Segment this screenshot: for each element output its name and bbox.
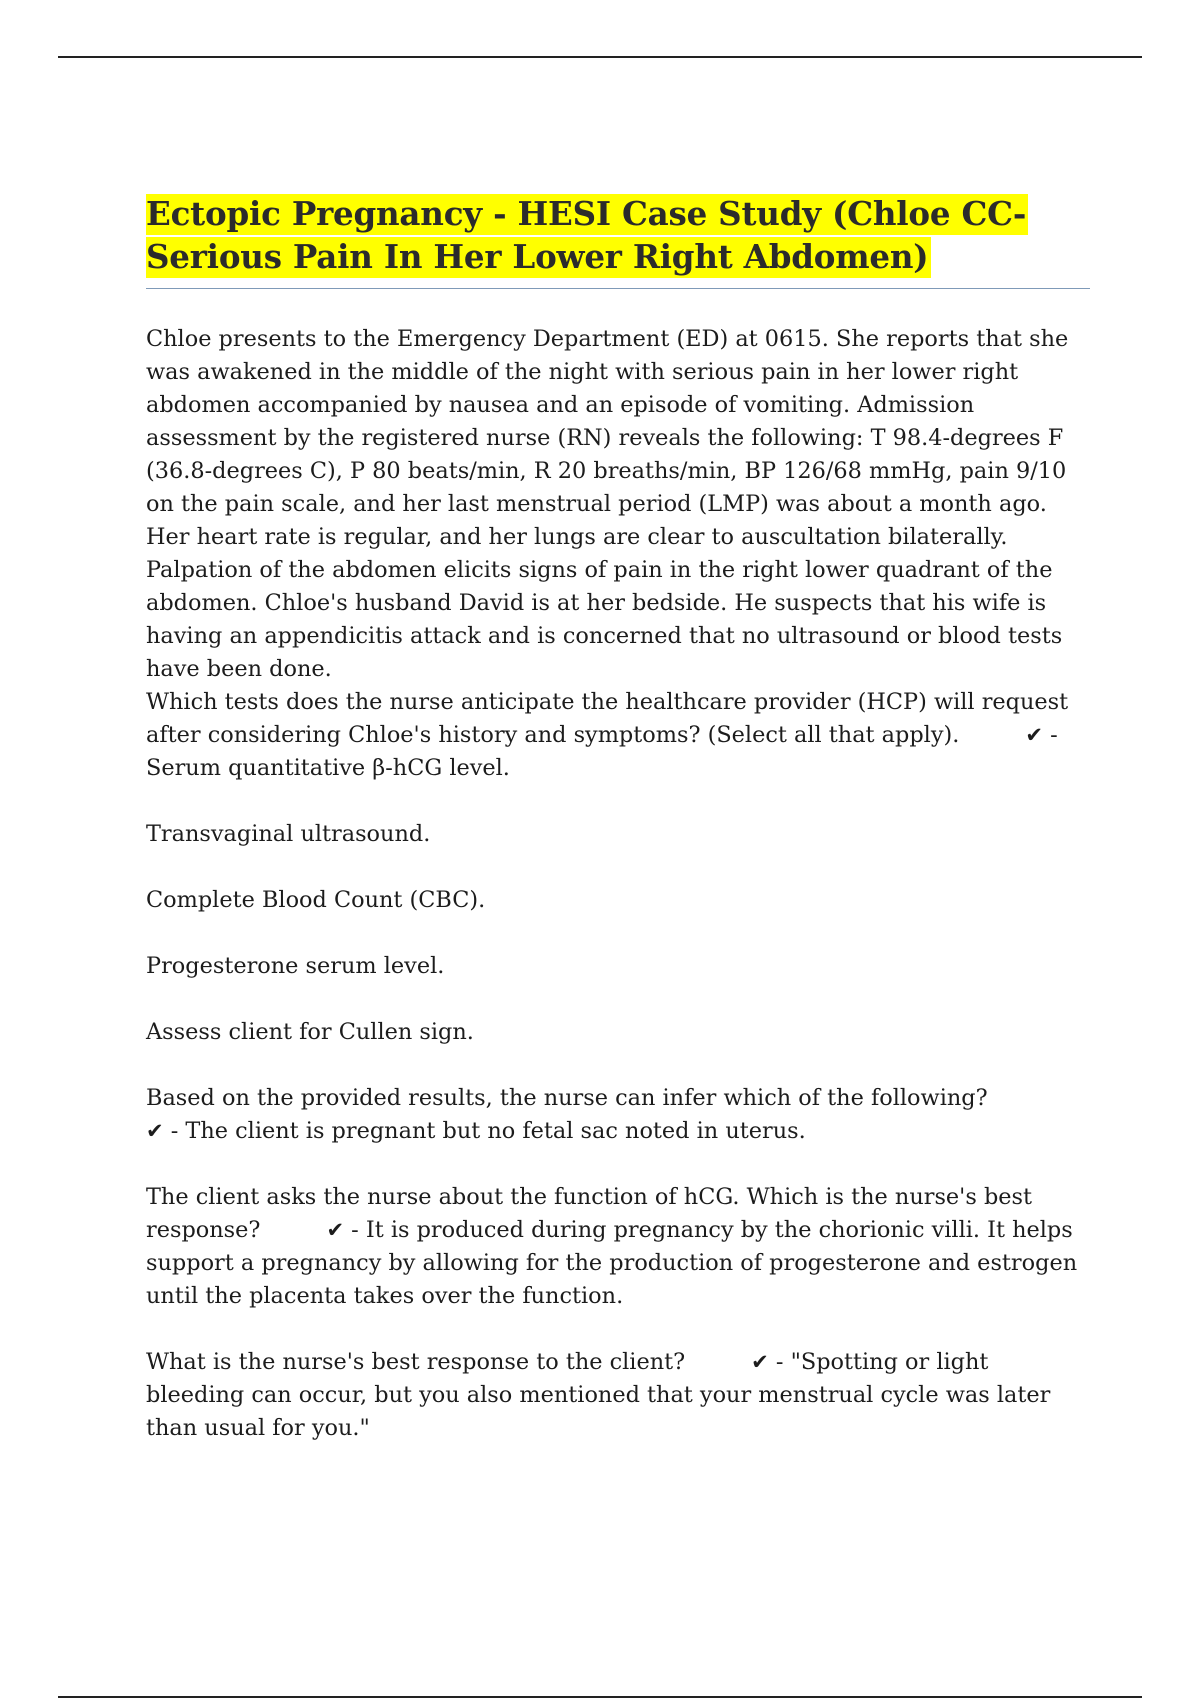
question-3-answer: It is produced during pregnancy by the chorionic villi. It helps support a pregnancy by allowing for the production of progesterone and estrogen until the placenta takes over the function. bbox=[146, 1217, 1078, 1309]
question-1-answer: Serum quantitative β-hCG level. bbox=[146, 755, 510, 781]
document-title bbox=[146, 192, 1090, 278]
question-2-text: Based on the provided results, the nurse can infer which of the following? bbox=[146, 1085, 988, 1111]
answer-item: Transvaginal ultrasound. bbox=[146, 821, 431, 847]
question-1-text: Which tests does the nurse anticipate the healthcare provider (HCP) will request after considering Chloe's history and symptoms? (Select all that apply). bbox=[146, 689, 1069, 748]
title-highlight: Ectopic Pregnancy - HESI Case Study (Chloe CC- Serious Pain In Her Lower Right Abdomen) bbox=[146, 194, 1027, 276]
footer-rule bbox=[58, 1696, 1142, 1698]
question-4 bbox=[146, 1346, 1090, 1445]
answer-item: Assess client for Cullen sign. bbox=[146, 1019, 474, 1045]
question-4-answer: "Spotting or light bleeding can occur, but you also mentioned that your menstrual cycle was later than usual for you." bbox=[146, 1349, 1051, 1441]
check-icon: ✔ bbox=[751, 1350, 769, 1374]
answer-item: Complete Blood Count (CBC). bbox=[146, 887, 486, 913]
question-2-answer: The client is pregnant but no fetal sac noted in uterus. bbox=[185, 1118, 806, 1144]
question-1 bbox=[146, 686, 1090, 785]
header-rule bbox=[58, 56, 1142, 58]
answer-dash: - bbox=[1042, 722, 1058, 748]
document-body bbox=[146, 192, 1090, 1445]
title-underline bbox=[146, 288, 1090, 289]
answer-dash: - bbox=[163, 1118, 186, 1144]
question-4-text: What is the nurse's best response to the client? bbox=[146, 1349, 686, 1375]
question-2 bbox=[146, 1082, 1090, 1148]
question-3 bbox=[146, 1181, 1090, 1313]
question-3-text: The client asks the nurse about the function of hCG. Which is the nurse's best response? bbox=[146, 1184, 1033, 1243]
case-intro: Chloe presents to the Emergency Department (ED) at 0615. She reports that she was awakened in the middle of the night with serious pain in her lower right abdomen accompanied by nausea and an episode of vomiting. Admission assessment by the registered nurse (RN) reveals the following: T 98.4-degrees F (36.8-degrees C), P 80 beats/min, R 20 breaths/min, BP 126/68 mmHg, pain 9/10 on the pain scale, and her last menstrual period (LMP) was about a month ago. Her heart rate is regular, and her lungs are clear to auscultation bilaterally. Palpation of the abdomen elicits signs of pain in the right lower quadrant of the abdomen. Chloe's husband David is at her bedside. He suspects that his wife is having an appendicitis attack and is concerned that no ultrasound or blood tests have been done. bbox=[146, 326, 1069, 682]
check-icon: ✔ bbox=[326, 1218, 345, 1242]
answer-dash: - bbox=[768, 1349, 791, 1375]
check-icon: ✔ bbox=[1025, 723, 1043, 747]
check-icon: ✔ bbox=[146, 1119, 164, 1143]
answer-dash: - bbox=[344, 1217, 366, 1243]
answer-item: Progesterone serum level. bbox=[146, 953, 445, 979]
